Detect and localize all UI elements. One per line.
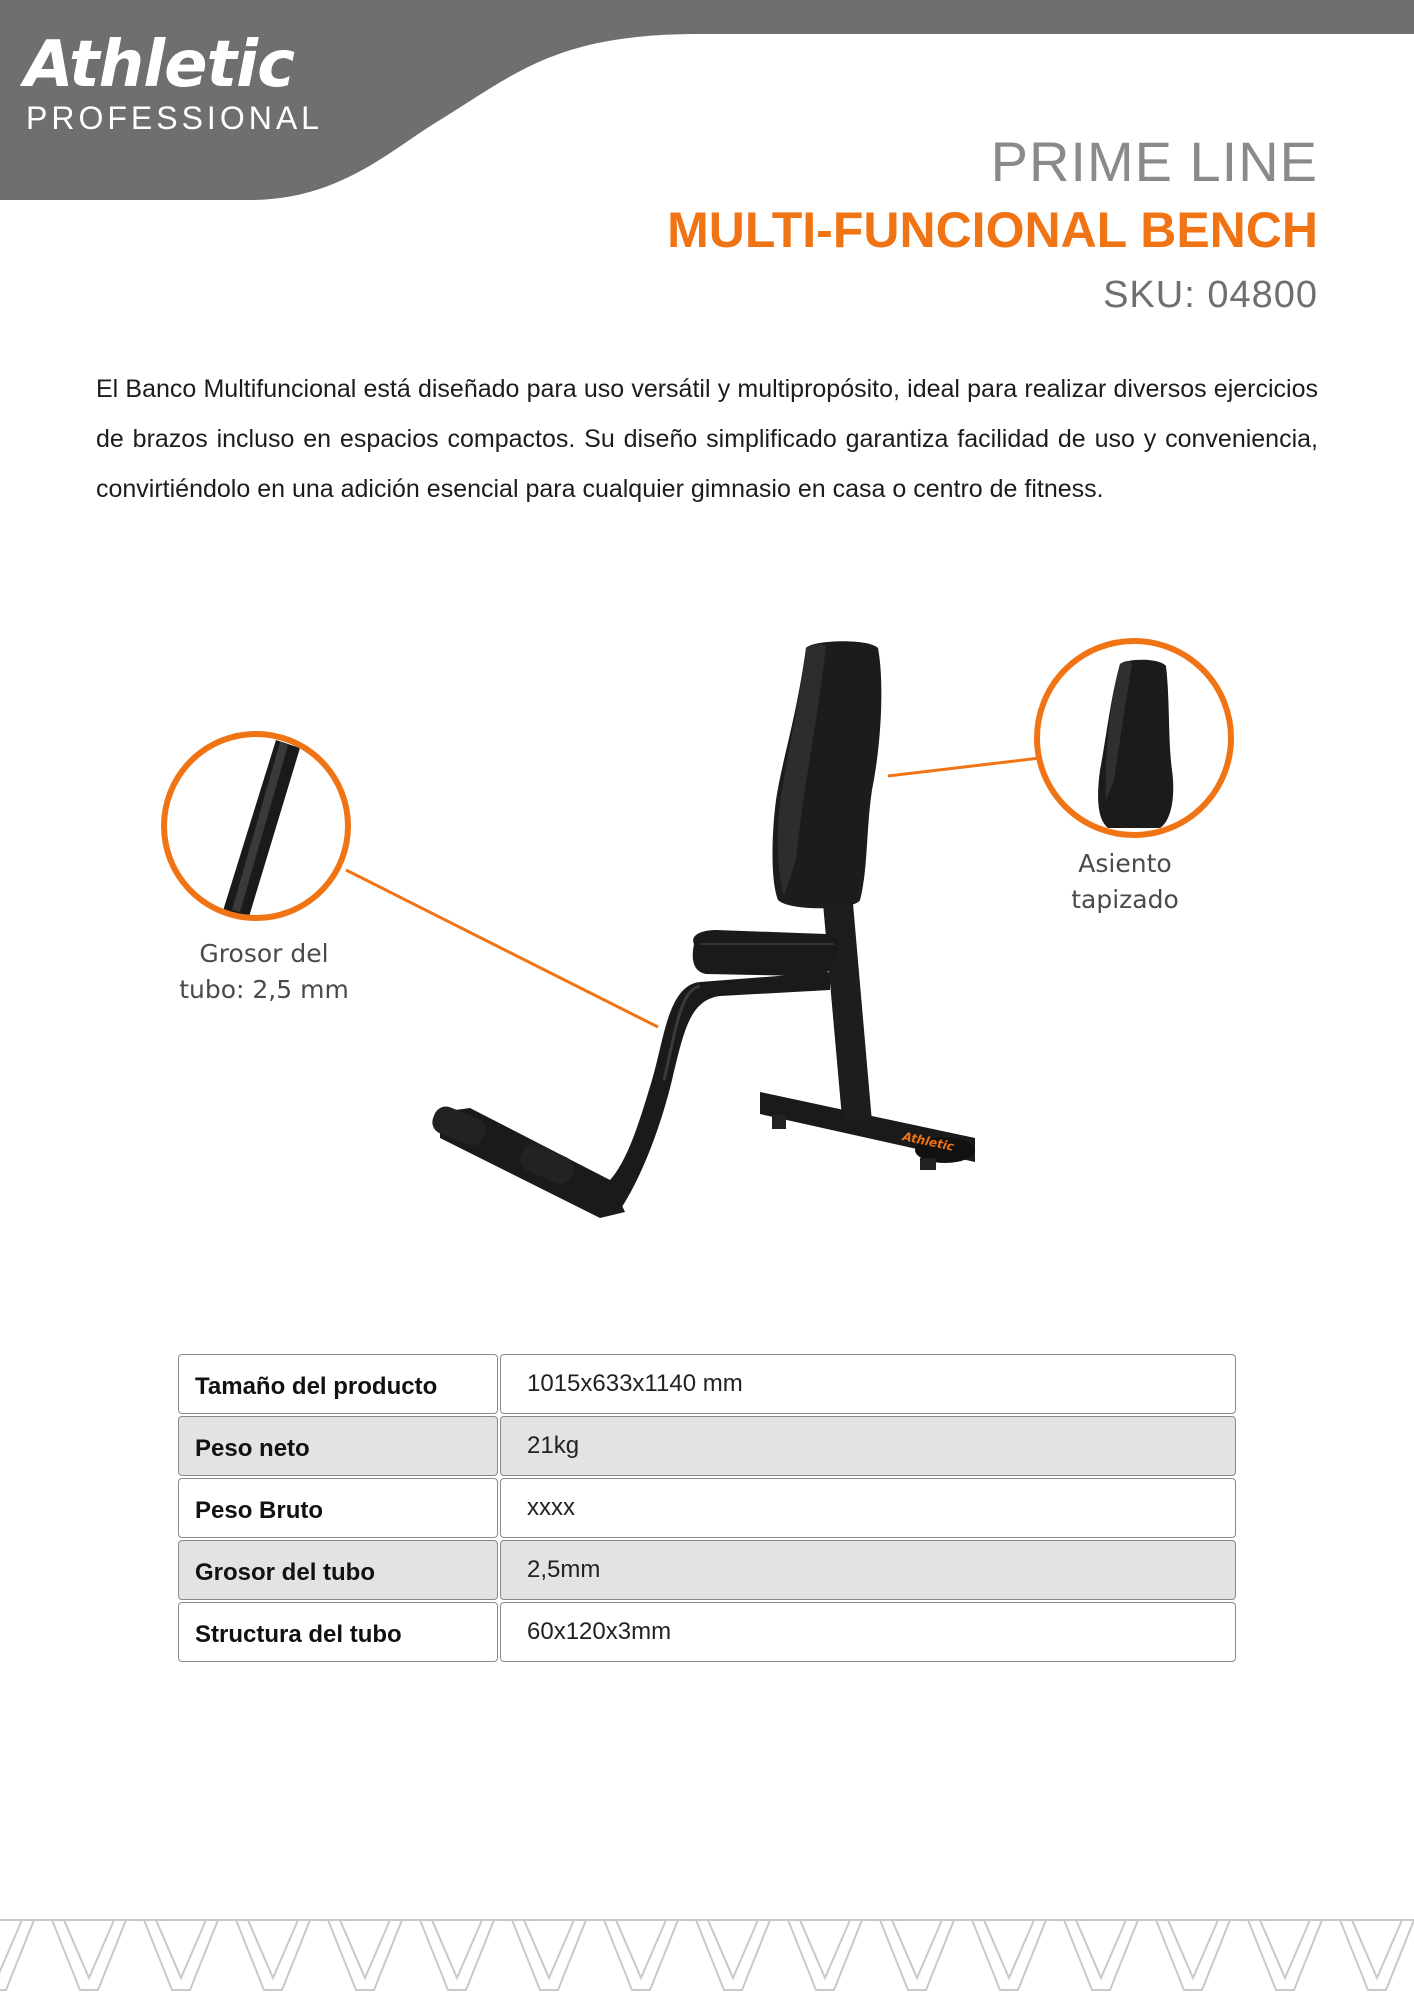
footer-pattern (0, 1912, 1414, 2000)
brand-name: Athletic (24, 28, 294, 102)
spec-value: 21kg (500, 1416, 1236, 1476)
footer-chevron (788, 1920, 862, 1990)
spec-value: 60x120x3mm (500, 1602, 1236, 1662)
tube-callout-line2: tubo: 2,5 mm (179, 975, 349, 1004)
footer-chevron (972, 1920, 1046, 1990)
seat-detail-circle (1037, 641, 1231, 835)
product-title: MULTI-FUNCIONAL BENCH (667, 202, 1318, 258)
spec-label: Grosor del tubo (178, 1540, 498, 1600)
tube-callout-line1: Grosor del (199, 939, 329, 968)
footer-chevron (696, 1920, 770, 1990)
spec-label: Peso Bruto (178, 1478, 498, 1538)
footer-chevron (144, 1920, 218, 1990)
spec-table (178, 1354, 1236, 1664)
spec-label: Structura del tubo (178, 1602, 498, 1662)
footer-chevron (604, 1920, 678, 1990)
footer-chevron (512, 1920, 586, 1990)
footer-chevron (236, 1920, 310, 1990)
spec-row-tube-structure (178, 1602, 1236, 1662)
spec-label: Tamaño del producto (178, 1354, 498, 1414)
footer-chevron (1064, 1920, 1138, 1990)
spec-value: 1015x633x1140 mm (500, 1354, 1236, 1414)
spec-row-gross-weight (178, 1478, 1236, 1538)
product-figure (0, 600, 1414, 1260)
footer-chevron (1156, 1920, 1230, 1990)
product-sku: SKU: 04800 (1103, 274, 1318, 316)
spec-label: Peso neto (178, 1416, 498, 1476)
footer-chevron (52, 1920, 126, 1990)
product-description: El Banco Multifuncional está diseñado para uso versátil y multipropósito, ideal para realizar diversos ejercicios de brazos incluso en espacios compactos. Su diseño simplificado garantiza facilidad de uso y conveniencia, convirtiéndolo en una adición esencial para cualquier gimnasio en casa o centro de fitness. (96, 375, 1318, 503)
tube-callout-label (156, 936, 372, 1008)
spec-row-size (178, 1354, 1236, 1414)
footer-chevron (328, 1920, 402, 1990)
spec-value: xxxx (500, 1478, 1236, 1538)
footer-chevron (1340, 1920, 1414, 1990)
brand-subtitle: PROFESSIONAL (26, 100, 323, 136)
base-logo: Athletic (901, 1129, 956, 1154)
seat-callout-label (1042, 846, 1208, 918)
seat-callout-line2: tapizado (1071, 885, 1179, 914)
callout-line-tube (346, 870, 658, 1027)
footer-chevron (880, 1920, 954, 1990)
brand-logo (24, 30, 323, 137)
tube-detail-circle (164, 734, 348, 920)
spec-value: 2,5mm (500, 1540, 1236, 1600)
spec-row-net-weight (178, 1416, 1236, 1476)
footer-chevron (1248, 1920, 1322, 1990)
footer-chevron (420, 1920, 494, 1990)
bench-illustration (429, 641, 975, 1218)
spec-row-tube-thickness (178, 1540, 1236, 1600)
title-block (667, 130, 1318, 320)
callout-line-seat (888, 758, 1040, 776)
seat-callout-line1: Asiento (1078, 849, 1172, 878)
footer-chevron (0, 1920, 34, 1990)
product-line: PRIME LINE (990, 130, 1318, 193)
